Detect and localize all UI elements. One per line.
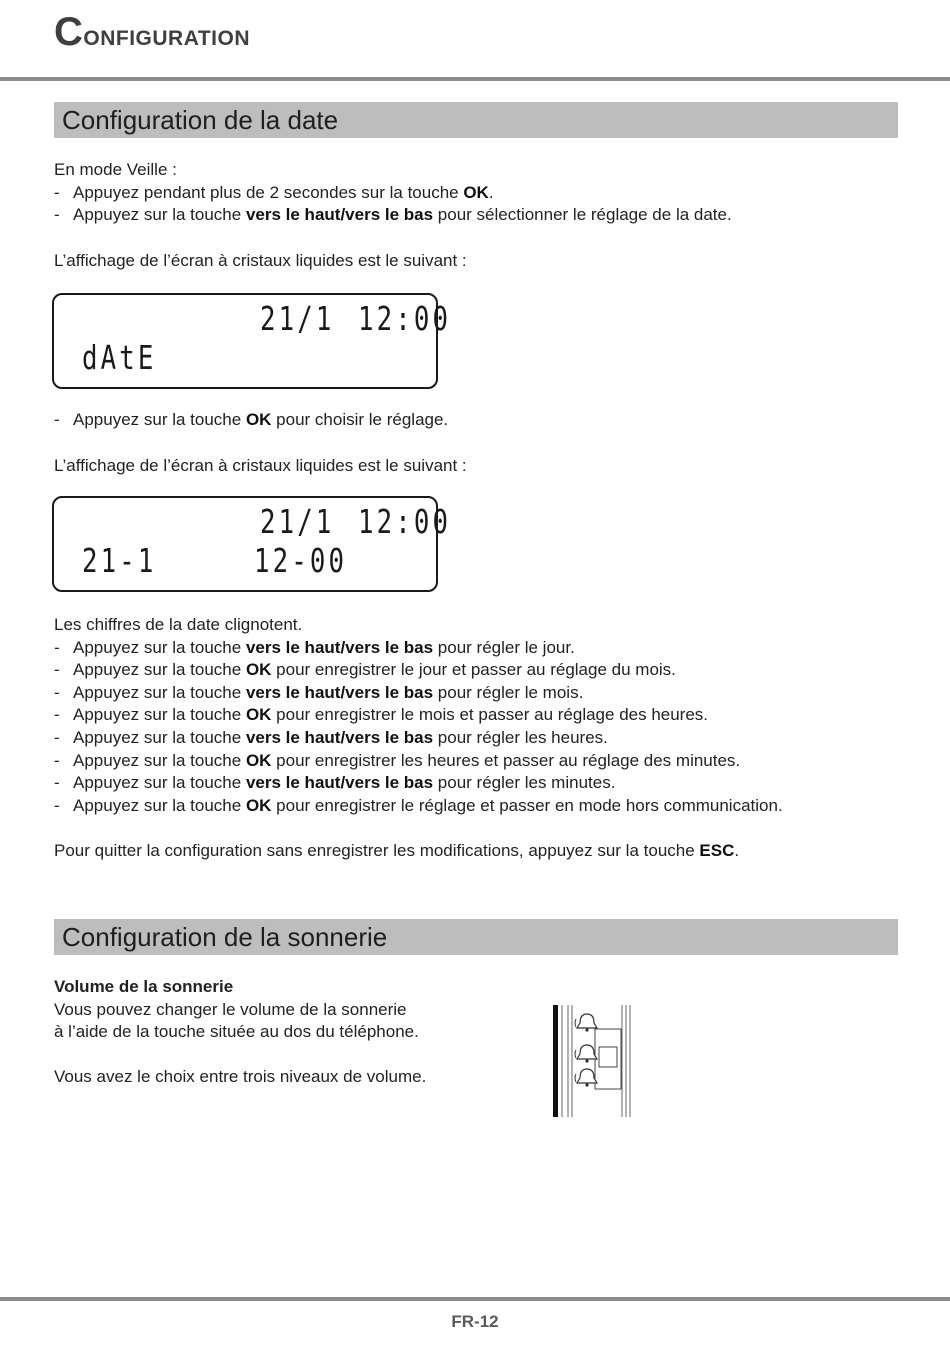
bell-volume-switch-icon [550, 1003, 634, 1119]
lcd-top-date: 21/1 [260, 299, 335, 338]
header-rule [0, 77, 950, 81]
list-item: - Appuyez sur la touche OK pour enregistrer le mois et passer au réglage des heures. [54, 705, 709, 725]
list-item: - Appuyez sur la touche OK pour enregistrer les heures et passer au réglage des minutes. [54, 750, 741, 770]
lcd-top-time: 12:00 [358, 502, 452, 541]
page-title-initial: C [54, 10, 84, 54]
step-ok [54, 409, 448, 432]
list-item: - Appuyez sur la touche OK pour choisir le réglage. [54, 410, 449, 429]
section-heading-date: Configuration de la date [54, 102, 898, 138]
lcd-bottom-text: dAtE [82, 338, 157, 377]
lcd-top-time: 12:00 [358, 299, 452, 338]
date-steps-block-2 [54, 614, 783, 817]
list-item: - Appuyez sur la touche vers le haut/vers le bas pour régler les heures. [54, 727, 608, 747]
intro-text: En mode Veille : [54, 160, 177, 179]
quit-note: Pour quitter la configuration sans enregistrer les modifications, appuyez sur la touche ESC. [54, 841, 740, 860]
ringer-para-line: Vous pouvez changer le volume de la sonnerie [54, 999, 407, 1019]
lcd-display-2 [52, 496, 452, 592]
lcd-bottom-time: 12-00 [254, 541, 348, 580]
blink-note: Les chiffres de la date clignotent. [54, 615, 303, 634]
list-item: - Appuyez sur la touche vers le haut/vers le bas pour régler les minutes. [54, 773, 616, 793]
ringer-para-2: Vous avez le choix entre trois niveaux de volume. [54, 1067, 427, 1087]
list-item: - Appuyez sur la touche vers le haut/vers le bas pour régler le jour. [54, 637, 575, 657]
lcd-top-date: 21/1 [260, 502, 335, 541]
lcd-bottom-date: 21-1 [82, 541, 157, 580]
list-item: - Appuyez sur la touche vers le haut/vers le bas pour sélectionner le réglage de la date. [54, 205, 732, 225]
ringer-text [54, 976, 426, 1089]
page-number: FR-12 [451, 1312, 499, 1331]
list-item: - Appuyez sur la touche vers le haut/vers le bas pour régler le mois. [54, 682, 584, 702]
page-title [54, 10, 250, 55]
ringer-subheading: Volume de la sonnerie [54, 977, 234, 996]
section-heading-ringer: Configuration de la sonnerie [54, 919, 898, 955]
ringer-para-line: à l’aide de la touche située au dos du téléphone. [54, 1022, 419, 1042]
lcd-intro-1: L’affichage de l’écran à cristaux liquides est le suivant : [54, 251, 467, 270]
list-item: - Appuyez pendant plus de 2 secondes sur la touche OK. [54, 182, 494, 202]
list-item: - Appuyez sur la touche OK pour enregistrer le réglage et passer en mode hors communication. [54, 795, 783, 815]
lcd-display-1 [52, 293, 452, 389]
lcd-intro-2: L’affichage de l’écran à cristaux liquides est le suivant : [54, 456, 467, 475]
list-item: - Appuyez sur la touche OK pour enregistrer le jour et passer au réglage du mois. [54, 660, 676, 680]
page-title-rest: onfiguration [83, 19, 250, 52]
footer-rule [0, 1297, 950, 1301]
date-steps-block-1 [54, 159, 732, 227]
